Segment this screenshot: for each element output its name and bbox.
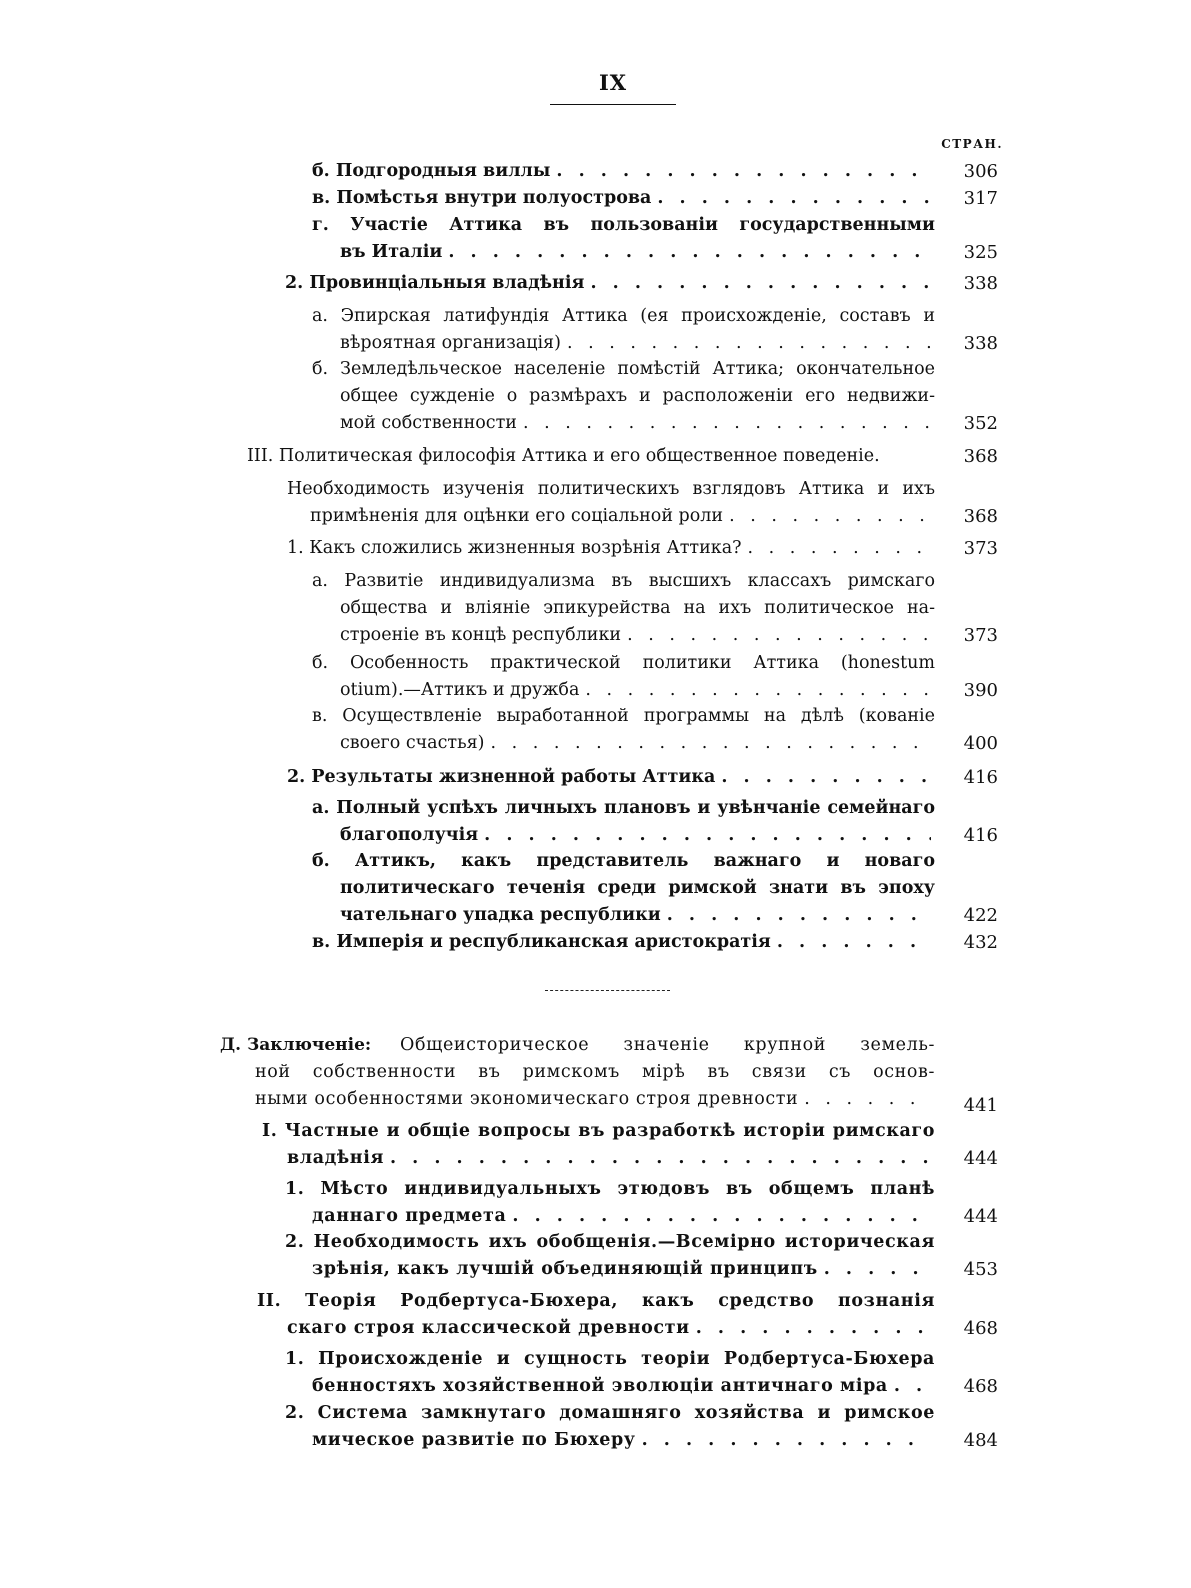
toc-page-number: 368	[963, 446, 998, 467]
toc-entry-text: а. Полный успѣхъ личныхъ плановъ и увѣнчаніе семейнаго	[312, 798, 935, 818]
dot-leader	[696, 1315, 931, 1342]
toc-entry-text: примѣненія для оцѣнки его соціальной роли	[310, 506, 724, 526]
toc-entry-text: а. Развитіе индивидуализма въ высшихъ классахъ римскаго	[312, 571, 935, 591]
page-number: IX	[598, 70, 628, 95]
toc-page-number: 432	[963, 932, 998, 953]
toc-page-number: 352	[963, 413, 998, 434]
dot-leader	[667, 902, 931, 929]
toc-entry-text: благополучія	[340, 825, 479, 845]
toc-entry-text: в. Имперія и республиканская аристократія	[312, 932, 771, 952]
dot-leader	[484, 822, 931, 849]
toc-entry-text: Необходимость изученія политическихъ взглядовъ Аттика и ихъ	[287, 479, 935, 499]
dot-leader	[804, 1086, 931, 1113]
toc-entry-text: б. Аттикъ, какъ представитель важнаго и новаго	[312, 851, 935, 871]
toc-entry-text: б. Подгородныя виллы	[312, 161, 551, 181]
dot-leader	[748, 535, 931, 562]
toc-entry-text: мой собственности	[340, 413, 517, 433]
toc-page-number: 373	[963, 625, 998, 646]
toc-page-number: 468	[963, 1318, 998, 1339]
dot-leader	[824, 1256, 931, 1283]
dot-leader	[590, 270, 931, 297]
toc-page-number: 373	[963, 538, 998, 559]
dot-leader	[556, 158, 931, 185]
section-separator	[545, 990, 670, 991]
dot-leader	[448, 239, 931, 266]
dot-leader	[729, 503, 931, 530]
toc-entry-text: III. Политическая философія Аттика и его общественное поведеніе.	[247, 446, 880, 466]
toc-entry-text: 2. Система замкнутаго домашняго хозяйства и римское	[285, 1403, 935, 1423]
toc-entry-text: 2. Необходимость ихъ обобщенія.—Всемірно историческая	[285, 1232, 935, 1252]
toc-entry-text: вѣроятная организація)	[340, 333, 561, 353]
conclusion-text: ной собственности въ римскомъ мірѣ въ связи съ основ-	[255, 1062, 935, 1082]
toc-entry-text: а. Эпирская латифундія Аттика (ея происхожденіе, составъ и	[312, 306, 935, 326]
page-column-header: СТРАН.	[941, 137, 1003, 151]
toc-page-number: 416	[963, 767, 998, 788]
toc-page-number: 444	[963, 1148, 998, 1169]
toc-page-number: 400	[963, 733, 998, 754]
conclusion-lead: Д. Заключеніе:	[220, 1035, 372, 1055]
toc-entry-text: II. Теорія Родбертуса-Бюхера, какъ средство познанія	[257, 1291, 935, 1311]
toc-page-number: 416	[963, 825, 998, 846]
toc-entry-text: 1. Какъ сложились жизненныя возрѣнія Аттика?	[287, 538, 742, 558]
page-number-rule	[550, 104, 676, 105]
dot-leader	[523, 410, 931, 437]
toc-entry-text: строеніе въ концѣ республики	[340, 625, 622, 645]
dot-leader	[585, 677, 931, 704]
toc-entry-text: I. Частные и общіе вопросы въ разработкѣ исторіи римскаго	[262, 1121, 935, 1141]
toc-entry-text: общее сужденіе о размѣрахъ и расположеніи его недвижи-	[340, 386, 935, 406]
toc-entry-text: владѣнія	[287, 1148, 384, 1168]
toc-page-number: 368	[963, 506, 998, 527]
dot-leader	[777, 929, 931, 956]
dot-leader	[512, 1203, 931, 1230]
conclusion-text: Общеисторическое значеніе крупной земель-	[400, 1035, 935, 1055]
toc-entry-text: чательнаго упадка республики	[340, 905, 661, 925]
dot-leader	[642, 1427, 931, 1454]
dot-leader	[627, 622, 931, 649]
toc-page-number: 468	[963, 1376, 998, 1397]
toc-page-number: 306	[963, 161, 998, 182]
toc-entry-text: общества и вліяніе эпикурейства на ихъ политическое на-	[340, 598, 935, 618]
toc-page-number: 484	[963, 1430, 998, 1451]
toc-entry-text: въ Италіи	[340, 242, 443, 262]
toc-entry-text: 2. Результаты жизненной работы Аттика	[287, 767, 716, 787]
toc-entry-text: скаго строя классической древности	[287, 1318, 690, 1338]
toc-entry-text: 1. Происхожденіе и сущность теоріи Родбертуса-Бюхера	[285, 1349, 935, 1369]
toc-entry-text: б. Земледѣльческое населеніе помѣстій Аттика; окончательное	[312, 359, 935, 379]
toc-page-number: 444	[963, 1206, 998, 1227]
toc-page-number: 422	[963, 905, 998, 926]
dot-leader	[657, 185, 931, 212]
toc-entry-text: даннаго предмета	[312, 1206, 507, 1226]
toc-entry-text: мическое развитіе по Бюхеру	[312, 1430, 636, 1450]
toc-entry-text: otium).—Аттикъ и дружба	[340, 680, 580, 700]
toc-page-number: 390	[963, 680, 998, 701]
toc-page-number: 338	[963, 333, 998, 354]
dot-leader	[567, 330, 931, 357]
toc-page-number: 441	[963, 1095, 998, 1116]
conclusion-text: ными особенностями экономическаго строя древности	[255, 1089, 799, 1109]
toc-entry-text: бенностяхъ хозяйственной эволюціи античнаго міра	[312, 1376, 888, 1396]
toc-entry-text: в. Помѣстья внутри полуострова	[312, 188, 652, 208]
dot-leader	[390, 1145, 931, 1172]
dot-leader	[491, 730, 932, 757]
toc-entry-text: в. Осуществленіе выработанной программы на дѣлѣ (кованіе	[312, 706, 935, 726]
toc-entry-text: политическаго теченія среди римской знати въ эпоху	[340, 878, 935, 898]
toc-page-number: 325	[963, 242, 998, 263]
toc-entry-text: своего счастья)	[340, 733, 485, 753]
dot-leader	[894, 1373, 931, 1400]
toc-entry-text: г. Участіе Аттика въ пользованіи государственными	[312, 215, 935, 235]
toc-entry-text: 1. Мѣсто индивидуальныхъ этюдовъ въ общемъ планѣ	[285, 1179, 935, 1199]
toc-page-number: 338	[963, 273, 998, 294]
toc-entry-text: зрѣнія, какъ лучшій объединяющій принципъ	[312, 1259, 818, 1279]
dot-leader	[721, 764, 931, 791]
toc-page-number: 317	[963, 188, 998, 209]
toc-page-number: 453	[963, 1259, 998, 1280]
toc-entry-text: б. Особенность практической политики Аттика (honestum	[312, 653, 935, 673]
toc-entry-text: 2. Провинціальныя владѣнія	[285, 273, 585, 293]
